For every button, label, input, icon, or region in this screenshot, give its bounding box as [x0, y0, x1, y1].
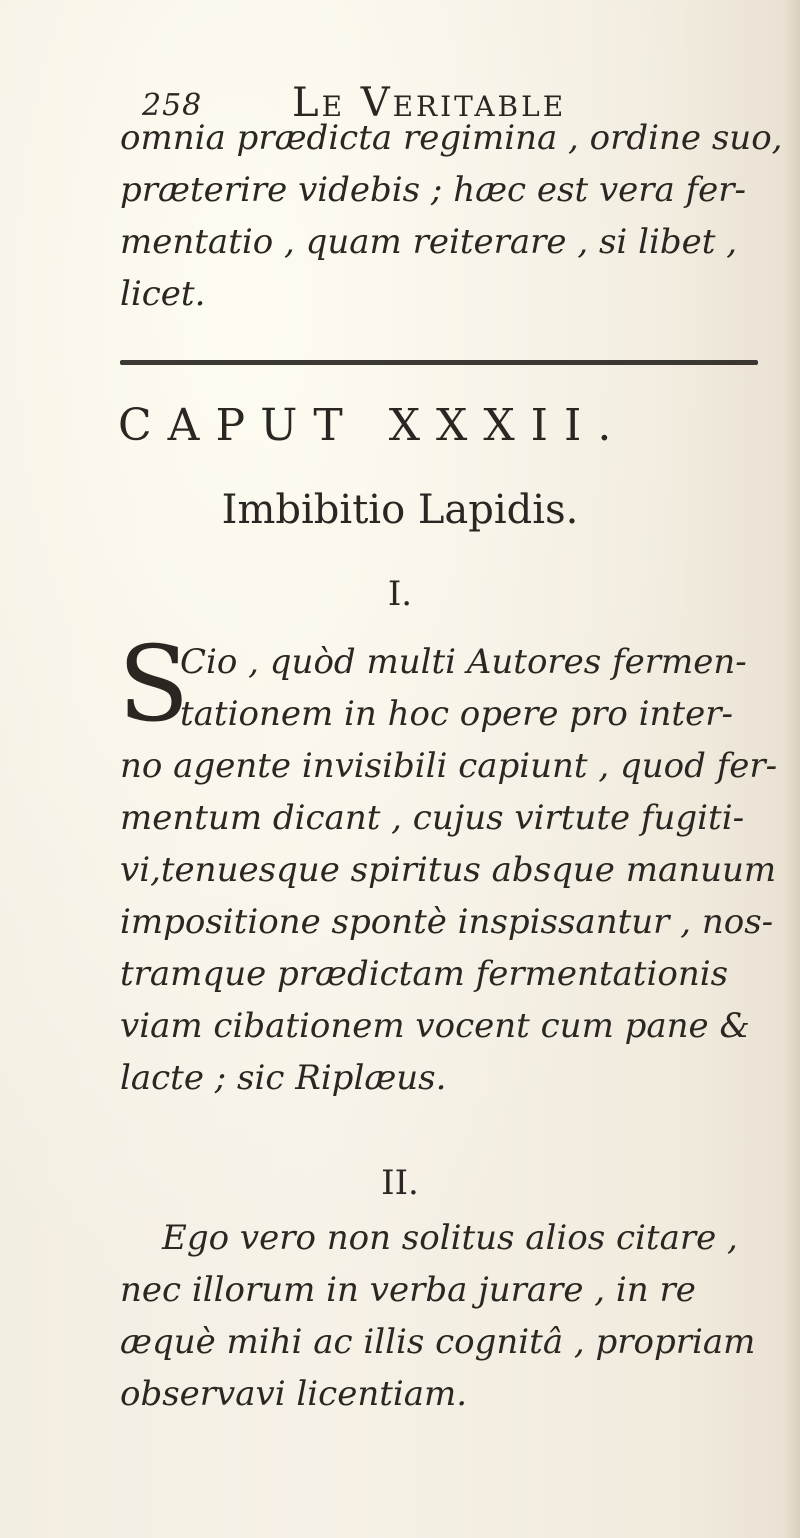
text-line: tationem in hoc opere pro inter- [180, 694, 733, 734]
text-line: licet. [120, 274, 206, 314]
text-line: vi,tenuesque spiritus absque manuum [120, 850, 777, 890]
text-line: lacte ; sic Riplæus. [120, 1058, 447, 1098]
running-title: Le Veritable [292, 80, 567, 126]
chapter-heading: CAPUT XXXII. [118, 400, 628, 451]
chapter-divider-rule [120, 360, 758, 365]
text-line: no agente invisibili capiunt , quod fer- [120, 746, 778, 786]
drop-cap-initial: S [118, 623, 190, 745]
text-line: nec illorum in verba jurare , in re [120, 1270, 696, 1310]
text-line: observavi licentiam. [120, 1374, 468, 1414]
text-line: præterire videbis ; hæc est vera fer- [120, 170, 747, 210]
section-numeral: I. [387, 574, 413, 614]
text-line: Ego vero non solitus alios citare , [162, 1218, 738, 1258]
section-2-paragraph [120, 1212, 770, 1420]
page-edge-shadow [782, 0, 800, 1538]
text-line: viam cibationem vocent cum pane & [120, 1006, 750, 1046]
text-line: impositione spontè inspissantur , nos- [120, 902, 774, 942]
section-1-paragraph [118, 623, 778, 1104]
opening-paragraph [120, 112, 783, 320]
text-line: mentatio , quam reiterare , si libet , [120, 222, 737, 262]
text-line: æquè mihi ac illis cognitâ , propriam [120, 1322, 756, 1362]
page-number: 258 [142, 88, 203, 123]
text-line: Cio , quòd multi Autores fermen- [180, 642, 747, 682]
chapter-subtitle: Imbibitio Lapidis. [221, 487, 579, 533]
section-numeral: II. [381, 1163, 419, 1203]
text-line: tramque prædictam fermentationis [120, 954, 729, 994]
text-line: mentum dicant , cujus virtute fugiti- [120, 798, 745, 838]
text-line: omnia prædicta regimina , ordine suo, [120, 118, 783, 158]
